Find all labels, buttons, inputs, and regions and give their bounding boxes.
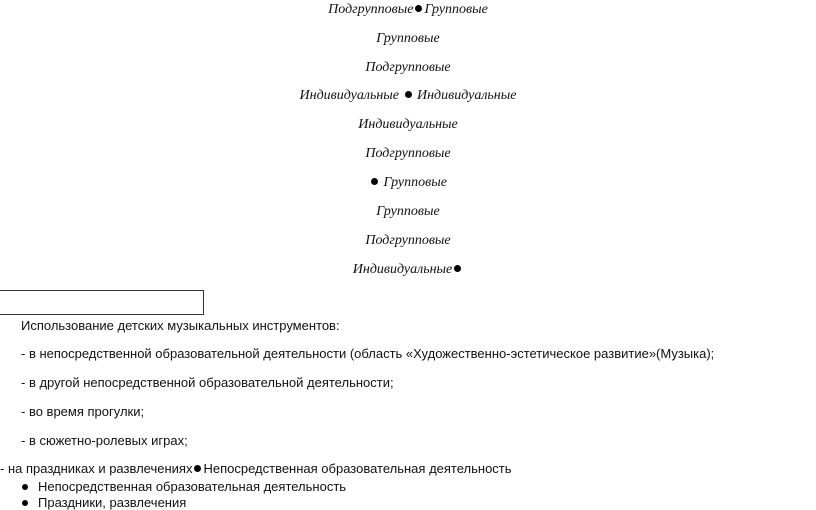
center-line bbox=[0, 117, 816, 133]
usage-last-left: - на праздниках и развлечениях bbox=[0, 461, 193, 476]
usage-item: - в сюжетно-ролевых играх; bbox=[21, 433, 188, 448]
bullet-item bbox=[20, 495, 186, 510]
usage-item: - в другой непосредственной образовательной деятельности; bbox=[21, 375, 394, 390]
line-text-right: Групповые bbox=[424, 2, 488, 17]
line-text-left: Индивидуальные bbox=[352, 262, 453, 277]
line-text-left: Подгрупповые bbox=[328, 2, 414, 17]
usage-heading: Использование детских музыкальных инструментов: bbox=[21, 318, 340, 333]
center-line bbox=[0, 146, 816, 162]
line-text-left: Подгрупповые bbox=[365, 146, 451, 161]
line-text-right: Групповые bbox=[383, 175, 447, 190]
bullet-dot-icon bbox=[22, 484, 28, 490]
line-text-left: Групповые bbox=[376, 31, 440, 46]
line-text-right: Индивидуальные bbox=[417, 88, 517, 103]
bullet-dot-icon bbox=[454, 265, 461, 272]
bullet-dot-icon bbox=[22, 500, 28, 506]
center-line bbox=[0, 88, 816, 104]
bullet-dot-icon bbox=[371, 178, 378, 185]
center-line bbox=[0, 31, 816, 47]
bullet-dot-icon bbox=[415, 5, 422, 12]
bullet-item bbox=[20, 479, 346, 494]
empty-frame-box bbox=[0, 290, 204, 315]
usage-item: - в непосредственной образовательной деятельности (область «Художественно-эстетическое развитие»(Музыка); bbox=[21, 346, 715, 361]
center-line bbox=[0, 204, 816, 220]
bullet-item-text: Праздники, развлечения bbox=[38, 495, 187, 510]
bullet-dot-icon bbox=[405, 91, 412, 98]
center-line bbox=[0, 60, 816, 76]
center-line bbox=[0, 175, 816, 191]
usage-last-right: Непосредственная образовательная деятельность bbox=[203, 461, 512, 476]
center-line bbox=[0, 262, 816, 278]
center-line bbox=[0, 233, 816, 249]
center-line bbox=[0, 2, 816, 18]
line-text-left: Подгрупповые bbox=[365, 233, 451, 248]
bullet-item-text: Непосредственная образовательная деятельность bbox=[38, 479, 347, 494]
line-text-left: Подгрупповые bbox=[365, 60, 451, 75]
bullet-dot-icon bbox=[194, 465, 201, 472]
line-text-left: Индивидуальные bbox=[299, 88, 399, 103]
line-text-left: Групповые bbox=[376, 204, 440, 219]
line-text-left: Индивидуальные bbox=[358, 117, 458, 132]
usage-item: - во время прогулки; bbox=[21, 404, 145, 419]
usage-last-line bbox=[0, 461, 512, 476]
